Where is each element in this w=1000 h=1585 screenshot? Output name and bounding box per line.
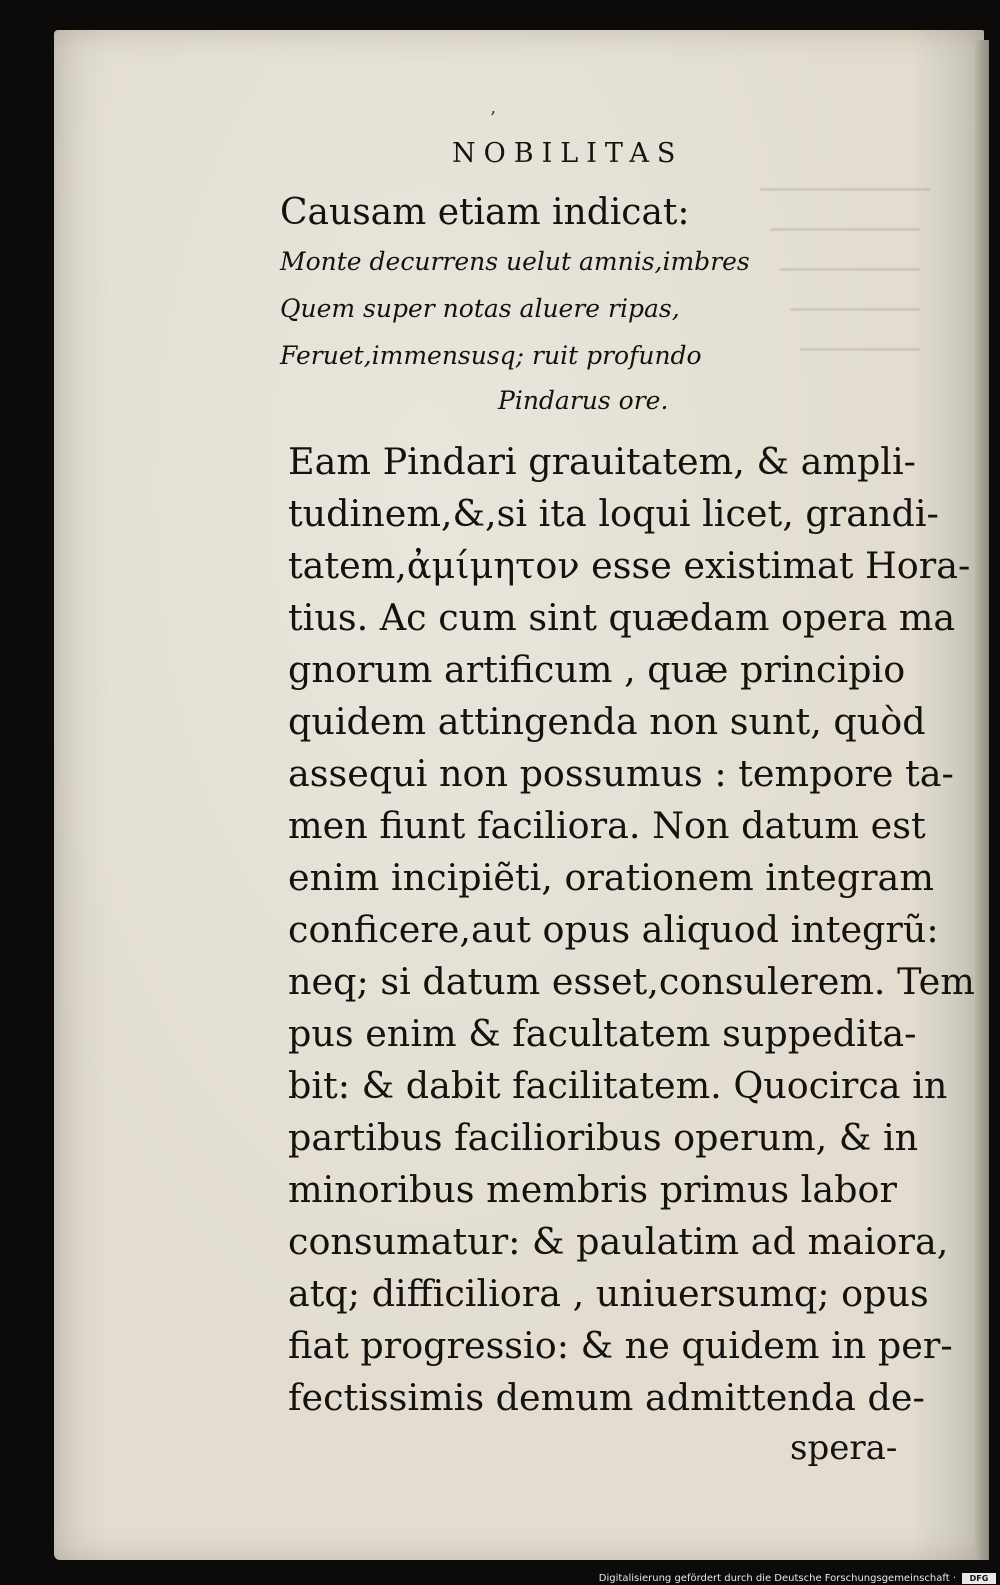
body-line: tius. Ac cum sint quædam opera ma bbox=[288, 596, 956, 639]
body-line: Eam Pindari grauitatem, & ampli- bbox=[288, 440, 916, 483]
body-line: minoribus membris primus labor bbox=[288, 1168, 897, 1211]
body-line: quidem attingenda non sunt, quòd bbox=[288, 700, 926, 743]
catchword: spera- bbox=[790, 1428, 898, 1468]
verse-line: Feruet,immensusq; ruit profundo bbox=[280, 341, 702, 370]
verse-attribution: Pindarus ore. bbox=[498, 386, 669, 415]
body-line: gnorum artificum , quæ principio bbox=[288, 648, 906, 691]
show-through-mark bbox=[800, 348, 920, 351]
body-line: bit: & dabit facilitatem. Quocirca in bbox=[288, 1064, 948, 1107]
body-line: partibus facilioribus operum, & in bbox=[288, 1116, 919, 1159]
body-line: tudinem,&,si ita loqui licet, grandi- bbox=[288, 492, 939, 535]
body-line: atq; difficiliora , uniuersumq; opus bbox=[288, 1272, 929, 1315]
verse-line: Quem super notas aluere ripas, bbox=[280, 294, 680, 323]
intro-line: Causam etiam indicat: bbox=[280, 192, 690, 233]
running-head: NOBILITAS bbox=[452, 138, 684, 169]
dfg-logo: DFG bbox=[962, 1573, 996, 1584]
show-through-mark bbox=[760, 188, 930, 191]
body-line: men fiunt faciliora. Non datum est bbox=[288, 804, 926, 847]
body-line: consumatur: & paulatim ad maiora, bbox=[288, 1220, 949, 1263]
digitization-credit: Digitalisierung gefördert durch die Deutsche Forschungsgemeinschaft · bbox=[598, 1573, 956, 1584]
body-line: tatem,ἀμίμητον esse existimat Hora- bbox=[288, 544, 971, 587]
body-line: assequi non possumus : tempore ta- bbox=[288, 752, 954, 795]
signature-mark: ’ bbox=[490, 108, 496, 129]
show-through-mark bbox=[790, 308, 920, 311]
body-line: fectissimis demum admittenda de- bbox=[288, 1376, 925, 1419]
body-line: enim incipiẽti, orationem integram bbox=[288, 856, 934, 899]
body-line: fiat progressio: & ne quidem in per- bbox=[288, 1324, 953, 1367]
show-through-mark bbox=[780, 268, 920, 271]
show-through-mark bbox=[770, 228, 920, 231]
body-line: pus enim & facultatem suppedita- bbox=[288, 1012, 917, 1055]
body-line: neq; si datum esset,consulerem. Tem bbox=[288, 960, 975, 1003]
page-edge bbox=[975, 40, 989, 1560]
verse-line: Monte decurrens uelut amnis,imbres bbox=[280, 247, 750, 276]
body-line: conficere,aut opus aliquod integrũ: bbox=[288, 908, 939, 951]
